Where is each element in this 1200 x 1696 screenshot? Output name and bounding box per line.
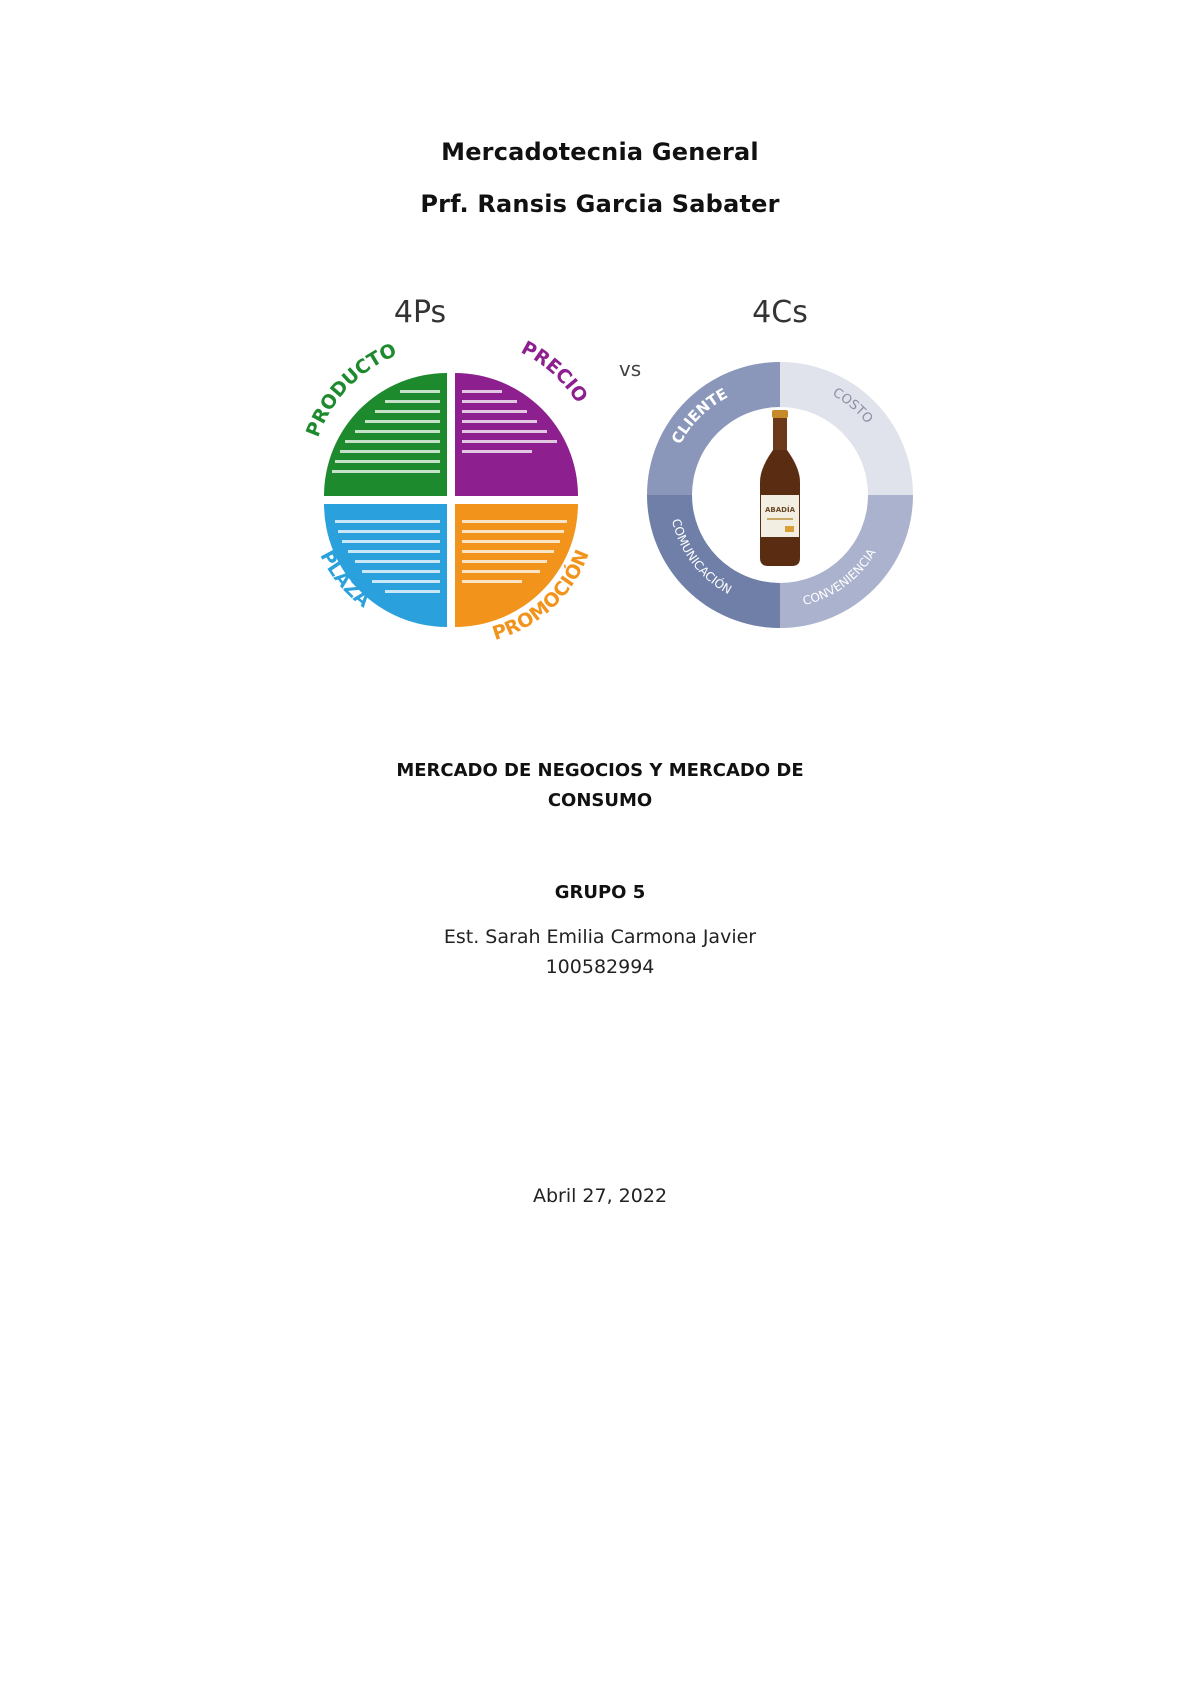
precio-label: PRECIO xyxy=(517,336,592,407)
cliente-label: CLIENTE xyxy=(667,384,731,447)
student-name: Est. Sarah Emilia Carmona Javier xyxy=(443,926,757,948)
conveniencia-label: CONVENIENCIA xyxy=(801,546,879,608)
cliente-segment xyxy=(647,362,780,495)
student-id: 100582994 xyxy=(545,956,655,978)
promocion-label: PROMOCIÓN xyxy=(489,546,594,645)
plaza-label: PLAZA xyxy=(315,547,375,612)
producto-label: PRODUCTO xyxy=(302,338,400,440)
topic-line-1: MERCADO DE NEGOCIOS Y MERCADO DE xyxy=(396,760,804,781)
costo-label: COSTO xyxy=(830,385,876,427)
topic-line-2: CONSUMO xyxy=(547,790,653,811)
costo-segment xyxy=(780,362,913,495)
4ps-vs-4cs-figure xyxy=(0,270,1200,670)
4ps-wheel xyxy=(302,337,594,645)
4cs-ring xyxy=(647,362,913,628)
4cs-title: 4Cs xyxy=(752,295,808,330)
vs-label: vs xyxy=(618,357,642,381)
course-title: Mercadotecnia General xyxy=(441,138,759,166)
professor-name: Prf. Ransis Garcia Sabater xyxy=(420,190,780,218)
4ps-title: 4Ps xyxy=(393,295,447,330)
beer-bottle-image xyxy=(760,410,800,566)
date: Abril 27, 2022 xyxy=(532,1185,668,1207)
comunicacion-label: COMUNICACIÓN xyxy=(669,517,735,597)
bottle-label: ABADÍA xyxy=(764,506,796,514)
group-label: GRUPO 5 xyxy=(554,882,646,903)
